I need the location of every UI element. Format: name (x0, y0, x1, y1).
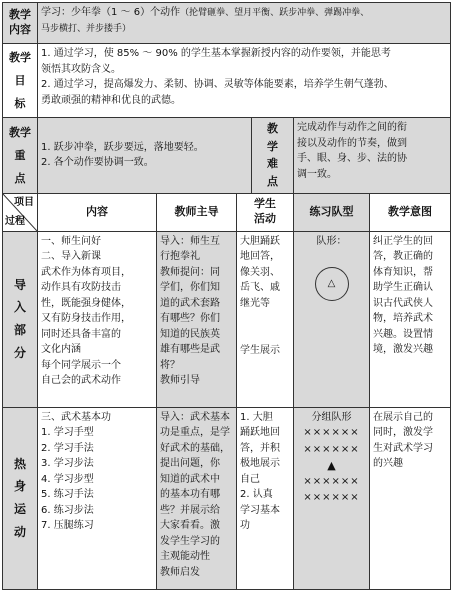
intro-intent: 纠正学生的回 答，教正确的 体育知识，帮 助学生正确认 识古代武侠人 物，培养武术 兴趣。设置情 境，激发兴趣 (370, 231, 451, 407)
teaching-content-text: 学习：少年拳（1 ～ 6）个动作（抡臂砸拳、望月平衡、跃步冲拳、弹踢冲拳、 马步横打、并步搂手） (38, 3, 451, 44)
lesson-plan-table (2, 2, 451, 590)
formation-row: ×××××× (303, 475, 360, 487)
intro-phase-label: 导 入 部 分 (3, 231, 38, 407)
warmup-teacher: 导入：武术基本 功是重点，是学 好武术的基础， 提出问题，你 知道的武术中 的基本功有哪 些？并展示给 大家看看。激 发学生学习的 主观能动性 教师启发 (157, 407, 237, 589)
warmup-phase-label: 热 身 运 动 (3, 407, 38, 589)
warmup-intent: 在展示自己的 同时，激发学 生对武术学习 的兴趣 (370, 407, 451, 589)
key-points-label: 教学 重 点 (3, 118, 38, 193)
difficulty-text: 完成动作与动作之间的衔 接以及动作的节奏，做到 手、眼、身、步、法的协 调一致。 (294, 118, 451, 193)
lesson-plan-page (2, 2, 450, 581)
key-points-text: 1. 跃步冲拳，跃步要远，落地要轻。 2. 各个动作要协调一致。 (38, 118, 252, 193)
warmup-formation: 分组队形 ×××××× ×××××× ▲ ×××××× ×××××× (294, 407, 370, 589)
teaching-content-row (3, 3, 451, 44)
corner-project-label: 项目 (14, 196, 34, 208)
intro-content: 一、师生问好 二、导入新课 武术作为体育项目， 动作具有攻防技击 性，既能强身健体， 又有防身技击作用， 同时还具备丰富的 文化内涵 每个同学展示一个 自己会的武术动作 (38, 231, 157, 407)
teacher-header: 教师主导 (157, 193, 237, 231)
warmup-content: 三、武术基本功 1. 学习手型 2. 学习手法 3. 学习步法 4. 学习步型 5. 练习手法 6. 练习步法 7. 压腿练习 (38, 407, 157, 589)
warmup-student: 1. 大胆 踊跃地回 答，并积 极地展示 自己 2. 认真 学习基本 功 (237, 407, 294, 589)
difficulty-label: 教 学 难 点 (252, 118, 294, 193)
teaching-content-label: 教学 内容 (3, 3, 38, 44)
teaching-goals-text: 1. 通过学习，使 85% ～ 90% 的学生基本掌握新授内容的动作要领，并能思考 领悟其攻防含义。 2. 通过学习，提高爆发力、柔韧、协调、灵敏等体能要素，培养学生朝气蓬勃、 勇敢顽强的精神和优良的武德。 (38, 44, 451, 118)
teaching-goals-label: 教学 目 标 (3, 44, 38, 118)
process-header-row (3, 193, 451, 231)
intro-teacher: 导入：师生互 行抱拳礼 教师提问：同 学们，你们知 道的武术套路 有哪些？你们 知道的民族英 雄有哪些是武 将？ 教师引导 (157, 231, 237, 407)
corner-header-cell (3, 193, 38, 231)
teacher-position-icon: ▲ (327, 459, 336, 473)
student-header: 学生 活动 (237, 193, 294, 231)
formation-row: ×××××× (303, 492, 360, 504)
intro-section-row (3, 231, 451, 407)
key-points-row (3, 118, 451, 193)
content-header: 内容 (38, 193, 157, 231)
intent-header: 教学意图 (370, 193, 451, 231)
formation-row: ×××××× (303, 427, 360, 439)
intro-student: 大胆踊跃 地回答， 像关羽、 岳飞、戚 继光等 学生展示 (237, 231, 294, 407)
formation-header: 练习队型 (294, 193, 370, 231)
triangle-formation-icon: △ (315, 267, 349, 301)
formation-row: ×××××× (303, 443, 360, 455)
corner-process-label: 过程 (5, 216, 25, 228)
teaching-goals-row (3, 44, 451, 118)
intro-formation: 队形： △ (294, 231, 370, 407)
warmup-section-row (3, 407, 451, 589)
